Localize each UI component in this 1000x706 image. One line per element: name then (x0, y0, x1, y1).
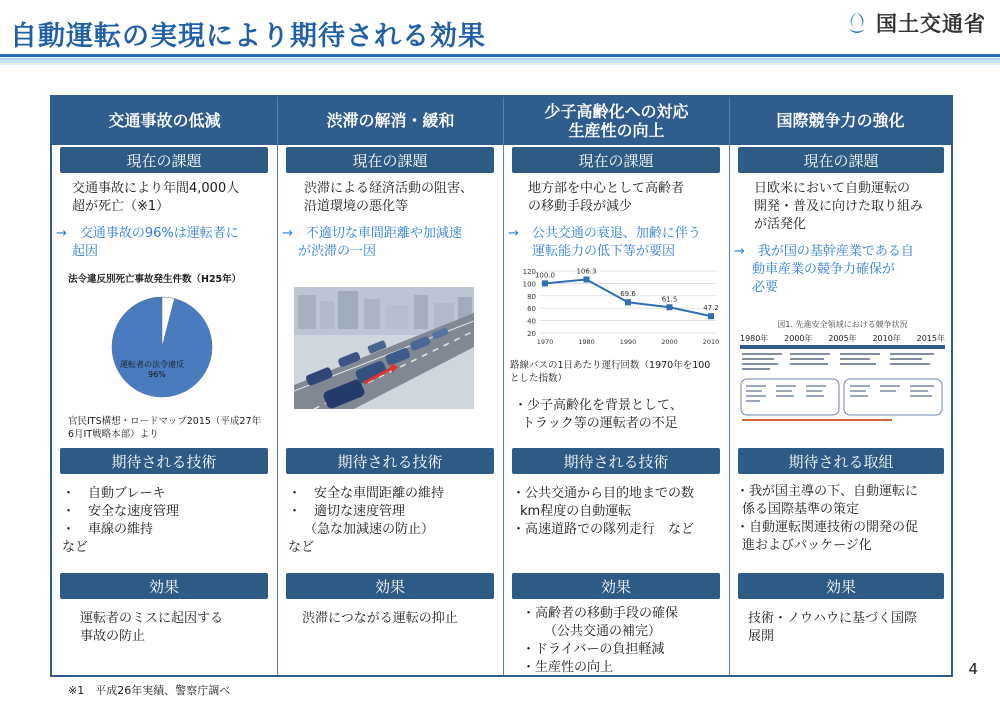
effect-text: 技術・ノウハウに基づく国際 展開 (748, 611, 918, 644)
x-tick-label: 2000 (661, 338, 678, 346)
page-number: 4 (968, 660, 978, 678)
ministry-name: 国土交通省 (876, 12, 986, 36)
doc-year: 2010年 (872, 334, 901, 343)
data-point (625, 299, 631, 305)
y-tick-label: 100 (522, 280, 536, 289)
tech-list: ・我が国主導の下、自動運転に 係る国際基準の策定 ・自動運転関連技術の開発の促 進およびパッケージ化 (736, 484, 919, 553)
effect-label: 効果 (512, 573, 720, 599)
source-note: 官民ITS構想・ロードマップ2015（平成27年 6月IT戦略本部）より (68, 416, 262, 440)
cause-text: → 不適切な車間距離や加減速 が渋滞の一因 (282, 226, 462, 259)
cause-text: → 公共交通の衰退、加齢に伴う 運転能力の低下等が要因 (508, 226, 701, 259)
x-tick-label: 1980 (578, 338, 595, 346)
current-issue-label: 現在の課題 (738, 147, 944, 173)
column-aging (504, 97, 730, 675)
column-competitiveness (730, 97, 951, 675)
pie-title: 法令違反別死亡事故発生件数（H25年） (68, 274, 242, 285)
doc-title: 図1. 先進安全領域における競争状況 (777, 320, 908, 329)
chart-caption: 路線バスの1日あたり運行回数（1970年を100 とした指数） (510, 360, 711, 384)
effect-text: 渋滞につながる運転の抑止 (302, 611, 458, 626)
tech-label: 期待される技術 (286, 448, 494, 474)
footnote: ※1 平成26年実績、警察庁調べ (68, 684, 231, 697)
y-tick-label: 40 (527, 317, 536, 326)
problem-text: 日欧米において自動運転の 開発・普及に向けた取り組み が活発化 (754, 181, 924, 232)
y-tick-label: 120 (522, 268, 536, 276)
effects-table (50, 95, 953, 677)
doc-year: 2015年 (916, 334, 945, 343)
tech-list: ・ 自動ブレーキ ・ 安全な速度管理 ・ 車線の維持 など (62, 486, 180, 555)
data-label: 106.3 (576, 267, 597, 276)
current-issue-label: 現在の課題 (286, 147, 494, 173)
effect-label: 効果 (286, 573, 494, 599)
column-heading: 少子高齢化への対応 生産性の向上 (504, 97, 729, 145)
pie-chart (68, 293, 260, 401)
tech-label: 期待される技術 (512, 448, 720, 474)
x-tick-label: 1990 (619, 338, 637, 346)
column-heading: 渋滞の解消・緩和 (278, 97, 503, 145)
data-point (667, 304, 673, 310)
column-heading: 国際競争力の強化 (730, 97, 951, 145)
title-band-light (0, 58, 1000, 65)
problem-text: 渋滞による経済活動の阻害、 沿道環境の悪化等 (304, 181, 474, 214)
tech-list: ・ 安全な車間距離の維持 ・ 適切な速度管理 （急な加減速の防止） など (288, 486, 445, 555)
doc-year: 2000年 (784, 334, 813, 343)
column-accident (52, 97, 278, 675)
data-point (584, 276, 590, 282)
y-tick-label: 20 (527, 330, 536, 338)
y-tick-label: 60 (527, 305, 536, 314)
data-point (708, 313, 714, 319)
column-congestion (278, 97, 504, 675)
effect-text: 運転者のミスに起因する 事故の防止 (80, 611, 224, 644)
bus-line-chart (504, 265, 726, 349)
effect-label: 効果 (738, 573, 944, 599)
traffic-jam-photo (294, 287, 474, 409)
data-point (542, 280, 548, 286)
doc-body-graphic (740, 349, 945, 425)
pie-slice-pct: 96% (148, 370, 166, 379)
title-band (0, 54, 1000, 57)
data-label: 61.5 (661, 295, 678, 304)
page-title: 自動運転の実現により期待される効果 (10, 21, 486, 52)
tech-list: ・公共交通から目的地までの数 km程度の自動運転 ・高速道路での隊列走行 など (512, 486, 695, 537)
current-issue-label: 現在の課題 (60, 147, 268, 173)
competition-document-thumbnail (740, 319, 945, 419)
doc-timeline (740, 333, 945, 349)
ministry-logo (846, 8, 986, 38)
problem-text: 地方部を中心として高齢者 の移動手段が減少 (528, 181, 685, 214)
ministry-logo-icon (846, 10, 868, 36)
y-tick-label: 80 (527, 292, 536, 301)
doc-year: 1980年 (740, 334, 769, 343)
data-label: 69.6 (620, 290, 636, 299)
tech-label: 期待される取組 (738, 448, 944, 474)
cause-text: → 我が国の基幹産業である自 動車産業の競争力確保が 必要 (734, 244, 914, 295)
problem-text: 交通事故により年間4,000人 超が死亡（※1） (72, 181, 240, 214)
data-label: 47.2 (703, 304, 719, 313)
current-issue-label: 現在の課題 (512, 147, 720, 173)
pie-slice-label: 運転者の法令違反 (120, 360, 184, 369)
driver-shortage-note: ・少子高齢化を背景として、 トラック等の運転者の不足 (514, 398, 683, 431)
x-tick-label: 1970 (536, 338, 554, 346)
doc-year: 2005年 (828, 334, 857, 343)
column-heading: 交通事故の低減 (52, 97, 277, 145)
tech-label: 期待される技術 (60, 448, 268, 474)
data-label: 100.0 (534, 271, 556, 280)
effect-text: ・高齢者の移動手段の確保 （公共交通の補完） ・ドライバーの負担軽減 ・生産性の向上 (522, 606, 679, 675)
effect-label: 効果 (60, 573, 268, 599)
x-tick-label: 2010 (702, 338, 720, 346)
cause-text: → 交通事故の96%は運転者に 起因 (56, 226, 239, 259)
